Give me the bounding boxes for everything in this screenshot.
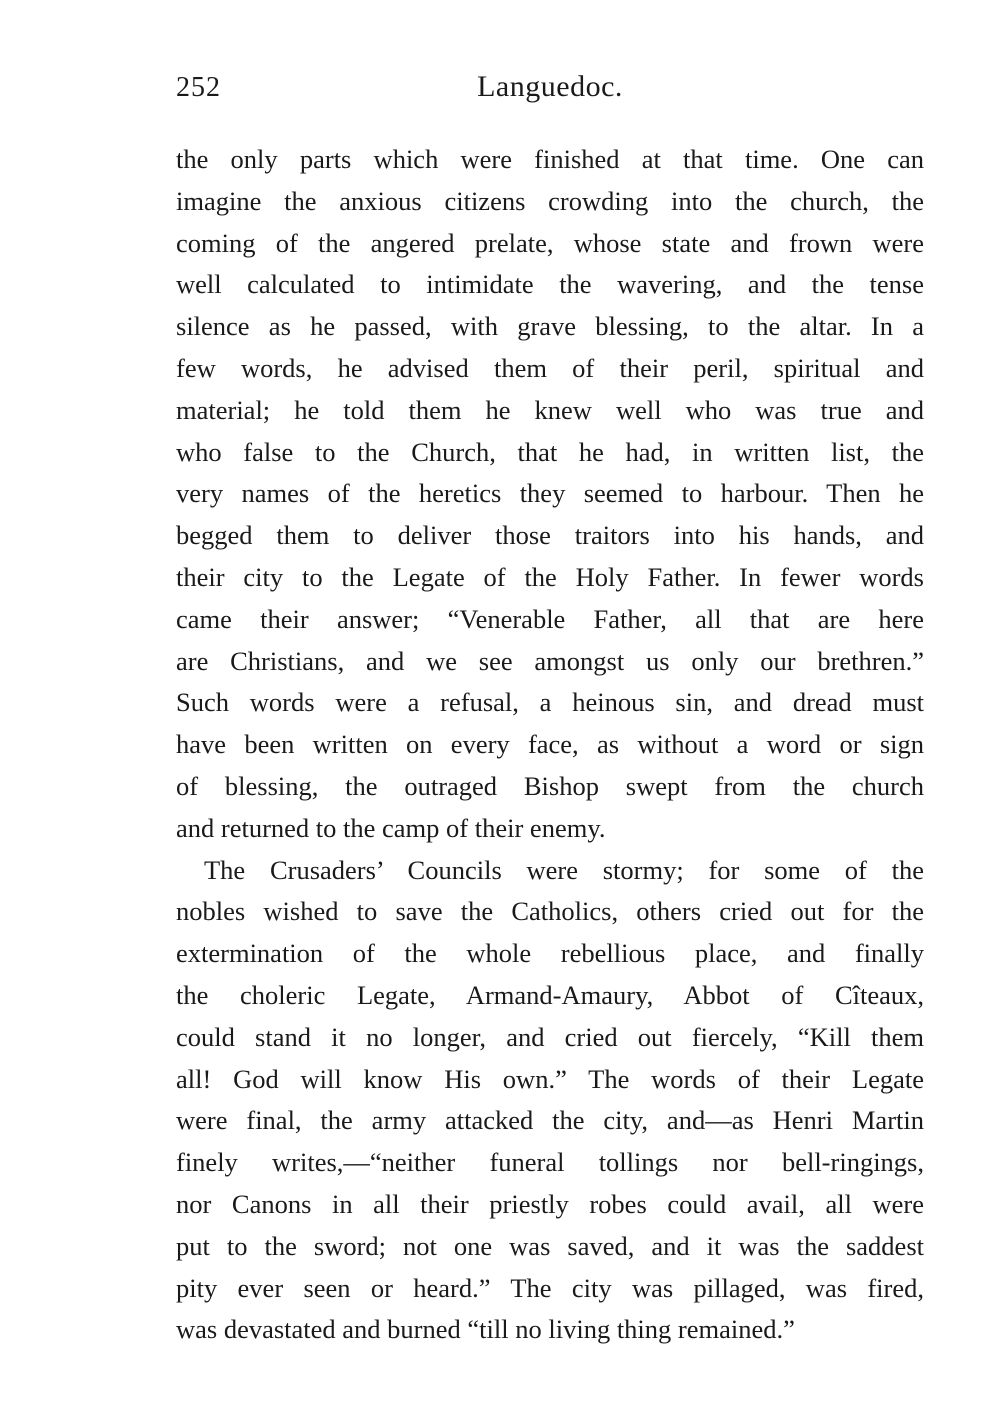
text-line: pity ever seen or heard.” The city was pillaged, was fired, — [176, 1272, 924, 1303]
text-line: few words, he advised them of their peril, spiritual and — [176, 352, 924, 383]
text-line: have been written on every face, as without a word or sign — [176, 729, 924, 760]
text-line: their city to the Legate of the Holy Father. In fewer words — [176, 561, 924, 592]
text-line: the choleric Legate, Armand-Amaury, Abbot of Cîteaux, — [176, 979, 924, 1010]
text-line: of blessing, the outraged Bishop swept from the church — [176, 770, 924, 801]
text-line: came their answer; “Venerable Father, all that are here — [176, 603, 924, 634]
text-line: Such words were a refusal, a heinous sin, and dread must — [176, 687, 924, 718]
body-text — [176, 139, 924, 1351]
text-line: The Crusaders’ Councils were stormy; for some of the — [204, 854, 924, 885]
running-head — [176, 70, 924, 110]
text-line: begged them to deliver those traitors into his hands, and — [176, 520, 924, 551]
text-line: coming of the angered prelate, whose state and frown were — [176, 227, 924, 258]
text-line: the only parts which were finished at that time. One can — [176, 144, 924, 174]
text-line: and returned to the camp of their enemy. — [176, 812, 606, 843]
text-line: nor Canons in all their priestly robes could avail, all were — [176, 1188, 924, 1219]
text-line: silence as he passed, with grave blessing, to the altar. In a — [176, 311, 924, 342]
text-line: could stand it no longer, and cried out fiercely, “Kill them — [176, 1021, 924, 1052]
text-line: imagine the anxious citizens crowding into the church, the — [176, 185, 924, 216]
text-line: well calculated to intimidate the wavering, and the tense — [176, 269, 924, 300]
text-line: all! God will know His own.” The words of their Legate — [176, 1063, 924, 1094]
text-line: were final, the army attacked the city, and—as Henri Martin — [176, 1105, 924, 1136]
text-line: nobles wished to save the Catholics, others cried out for the — [176, 896, 924, 927]
text-line: very names of the heretics they seemed to harbour. Then he — [176, 478, 924, 509]
text-line: was devastated and burned “till no living thing remained.” — [176, 1314, 795, 1345]
paragraph — [176, 850, 924, 1352]
running-title: Languedoc. — [477, 70, 623, 103]
text-line: finely writes,—“neither funeral tollings nor bell-ringings, — [176, 1147, 924, 1178]
text-line: extermination of the whole rebellious place, and finally — [176, 938, 924, 969]
text-line: are Christians, and we see amongst us only our brethren.” — [176, 645, 924, 676]
text-line: material; he told them he knew well who was true and — [176, 394, 924, 425]
text-line: put to the sword; not one was saved, and it was the saddest — [176, 1230, 924, 1261]
paragraph — [176, 139, 924, 850]
text-line: who false to the Church, that he had, in written list, the — [176, 436, 924, 467]
page-number: 252 — [176, 72, 221, 103]
